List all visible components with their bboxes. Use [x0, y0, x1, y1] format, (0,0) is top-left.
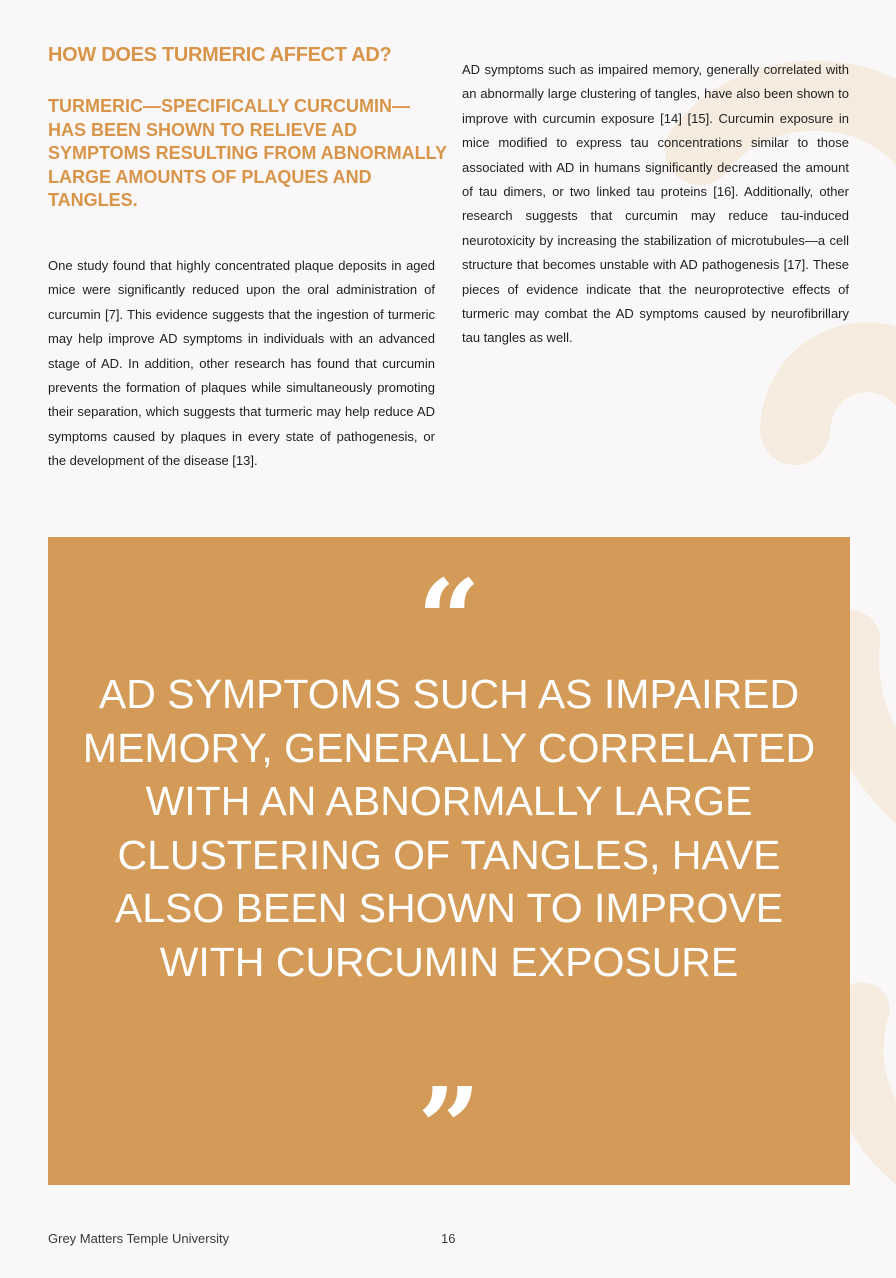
section-heading: HOW DOES TURMERIC AFFECT AD?: [48, 44, 392, 66]
right-column-paragraph: AD symptoms such as impaired memory, generally correlated with an abnormally large clustering of tangles, have also been shown to improve with curcumin exposure [14] [15]. Curcumin exposure in mice modified to express tau concentrations similar to those associated with AD in humans significantly decreased the amount of tau dimers, or two linked tau proteins [16]. Additionally, other research suggests that curcumin may reduce tau-induced neurotoxicity by increasing the stabilization of microtubules—a cell structure that becomes unstable with AD pathogenesis [17]. These pieces of evidence indicate that the neuroprotective effects of turmeric may combat the AD symptoms caused by neurofibrillary tau tangles as well.: [462, 62, 849, 346]
close-quote-icon: ”: [417, 1063, 481, 1192]
open-quote-icon: “: [417, 555, 481, 684]
section-subheading: TURMERIC—SPECIFICALLY CURCUMIN—HAS BEEN SHOWN TO RELIEVE AD SYMPTOMS RESULTING FROM ABNORMALLY LARGE AMOUNTS OF PLAQUES AND TANGLES.: [48, 96, 447, 211]
pull-quote-text: AD SYMPTOMS SUCH AS IMPAIRED MEMORY, GENERALLY CORRELATED WITH AN ABNORMALLY LARGE CLUSTERING OF TANGLES, HAVE ALSO BEEN SHOWN TO IMPROVE WITH CURCUMIN EXPOSURE: [82, 671, 816, 985]
left-column-paragraph: One study found that highly concentrated plaque deposits in aged mice were significantly reduced upon the oral administration of curcumin [7]. This evidence suggests that the ingestion of turmeric may help improve AD symptoms in individuals with an advanced stage of AD. In addition, other research has found that curcumin prevents the formation of plaques while simultaneously promoting their separation, which suggests that turmeric may help reduce AD symptoms caused by plaques in every state of pathogenesis, or the development of the disease [13].: [48, 258, 435, 469]
footer-page-number: 16: [441, 1231, 456, 1246]
pull-quote-box: [48, 537, 850, 1192]
footer-publication-name: Grey Matters Temple University: [48, 1231, 230, 1246]
